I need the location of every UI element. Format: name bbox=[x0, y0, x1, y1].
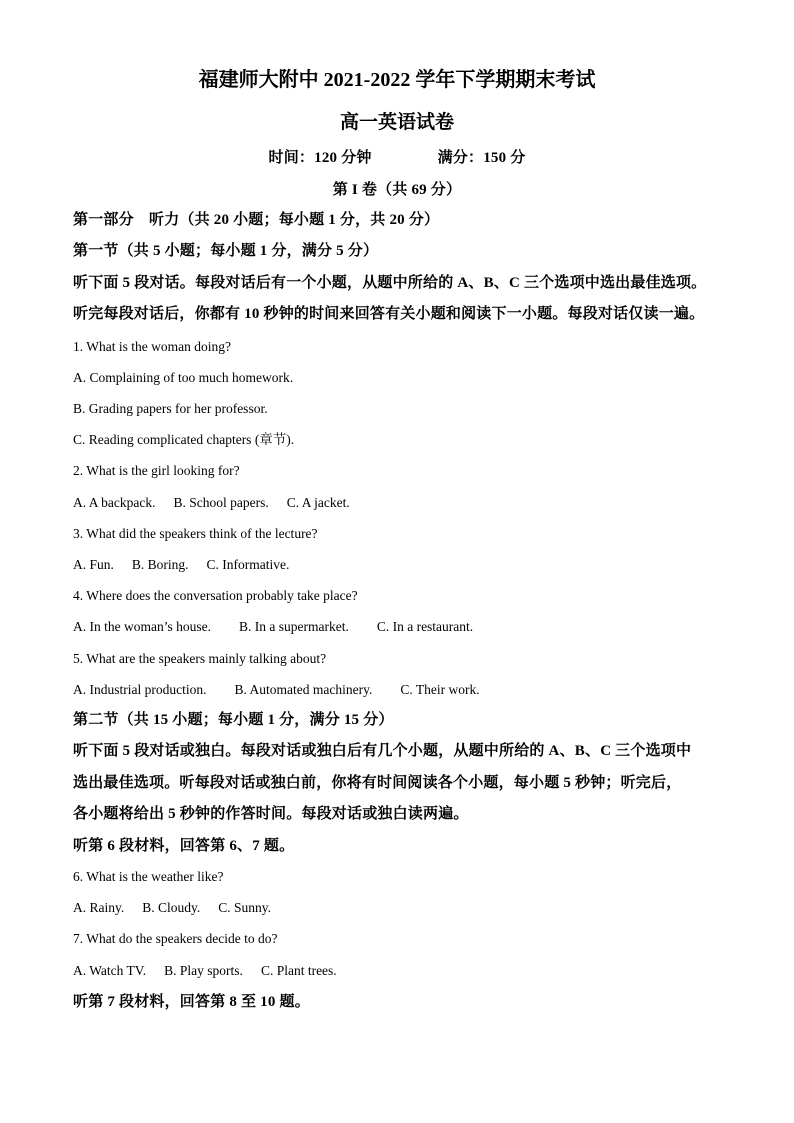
option-item: A. Rainy. bbox=[73, 900, 125, 915]
option-item: B. Cloudy. bbox=[142, 900, 201, 915]
material-6-heading: 听第 6 段材料，回答第 6、7 题。 bbox=[73, 838, 295, 854]
question-stem: 7. What do the speakers decide to do? bbox=[73, 931, 278, 946]
option-item: C. Sunny. bbox=[218, 900, 272, 915]
option-item: B. Boring. bbox=[131, 557, 189, 572]
section2-instruction-2: 选出最佳选项。听每段对话或独白前，你将有时间阅读各个小题，每小题 5 秒钟；听完后， bbox=[73, 775, 682, 791]
volume-heading: 第 I 卷（共 69 分） bbox=[332, 182, 462, 198]
option-item: C. Informative. bbox=[206, 557, 290, 572]
section2-heading: 第二节（共 15 小题；每小题 1 分，满分 15 分） bbox=[73, 712, 394, 728]
exam-meta bbox=[0, 151, 794, 166]
question-stem: 4. Where does the conversation probably take place? bbox=[73, 588, 358, 603]
option-row bbox=[73, 620, 473, 634]
option-row bbox=[73, 964, 337, 978]
option-item: C. In a restaurant. bbox=[376, 619, 474, 634]
option-row bbox=[73, 901, 271, 915]
option-item: B. Grading papers for her professor. bbox=[73, 401, 268, 416]
question-stem: 1. What is the woman doing? bbox=[73, 339, 231, 354]
part1-heading: 第一部分 听力（共 20 小题；每小题 1 分，共 20 分） bbox=[73, 212, 440, 228]
option-item: C. Their work. bbox=[400, 682, 480, 697]
option-item: C. A jacket. bbox=[286, 495, 350, 510]
option-item: B. Play sports. bbox=[164, 963, 243, 978]
exam-time: 时间：120 分钟 bbox=[268, 150, 372, 166]
section2-instruction-1: 听下面 5 段对话或独白。每段对话或独白后有几个小题，从题中所给的 A、B、C 三个选项中 bbox=[73, 743, 692, 759]
section1-instruction-2: 听完每段对话后，你都有 10 秒钟的时间来回答有关小题和阅读下一小题。每段对话仅读一遍。 bbox=[73, 306, 705, 322]
option-item: B. School papers. bbox=[173, 495, 269, 510]
section2-instruction-3: 各小题将给出 5 秒钟的作答时间。每段对话或独白读两遍。 bbox=[73, 806, 469, 822]
question-stem: 2. What is the girl looking for? bbox=[73, 463, 240, 478]
option-item: B. In a supermarket. bbox=[238, 619, 349, 634]
option-item: A. Watch TV. bbox=[73, 963, 147, 978]
section1-instruction-1: 听下面 5 段对话。每段对话后有一个小题，从题中所给的 A、B、C 三个选项中选出最佳选项。 bbox=[73, 275, 707, 291]
exam-score: 满分：150 分 bbox=[437, 150, 526, 166]
option-row bbox=[73, 558, 289, 572]
question-stem: 5. What are the speakers mainly talking about? bbox=[73, 651, 327, 666]
option-row bbox=[73, 683, 480, 697]
option-item: A. Fun. bbox=[73, 557, 114, 572]
question-stem: 6. What is the weather like? bbox=[73, 869, 224, 884]
option-item: C. Reading complicated chapters (章节). bbox=[73, 432, 295, 447]
option-item: A. A backpack. bbox=[73, 495, 156, 510]
section1-heading: 第一节（共 5 小题；每小题 1 分，满分 5 分） bbox=[73, 243, 379, 259]
option-item: B. Automated machinery. bbox=[234, 682, 373, 697]
exam-subtitle: 高一英语试卷 bbox=[339, 112, 454, 133]
exam-title: 福建师大附中 2021-2022 学年下学期期末考试 bbox=[198, 69, 596, 91]
option-item: A. Complaining of too much homework. bbox=[73, 370, 294, 385]
question-stem: 3. What did the speakers think of the lecture? bbox=[73, 526, 318, 541]
option-item: A. In the woman’s house. bbox=[73, 619, 211, 634]
material-7-heading: 听第 7 段材料，回答第 8 至 10 题。 bbox=[73, 994, 310, 1010]
option-item: A. Industrial production. bbox=[73, 682, 207, 697]
option-row bbox=[73, 496, 350, 510]
option-item: C. Plant trees. bbox=[260, 963, 337, 978]
